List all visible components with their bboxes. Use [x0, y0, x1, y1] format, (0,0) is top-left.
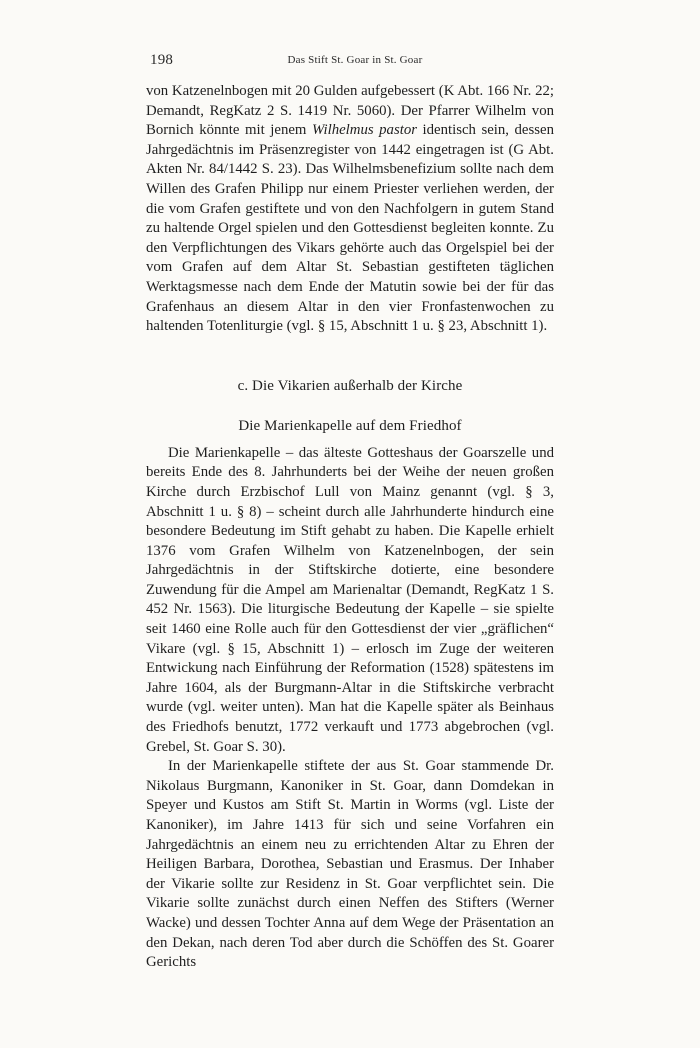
paragraph-1-text-after-italic: identisch sein, dessen Jahrgedächtnis im Präsenzregister von 1442 eingetragen ist (G Abt. Akten Nr. 84/1442 S. 23). Das Wilhelmsbenefizium sollte nach dem Willen des Grafen Philipp nur einem Priester verliehen werden, der die vom Grafen gestiftete und von den Nachfolgern in gutem Stand zu haltende Orgel spielen und den Gottesdienst begleiten konnte. Zu den Verpflichtungen des Vikars gehörte auch das Orgelspiel bei der vom Grafen auf dem Altar St. Sebastian gestifteten täglichen Werktagsmesse nach dem Ende der Matutin sowie bei der für das Grafenhaus an diesem Altar in den vier Fronfastenwochen zu haltenden Totenliturgie (vgl. § 15, Abschnitt 1 u. § 23, Abschnitt 1).	[146, 122, 554, 335]
section-heading: c. Die Vikarien außerhalb der Kirche	[237, 377, 463, 394]
sub-heading: Die Marienkapelle auf dem Friedhof	[238, 417, 462, 434]
paragraph-2: Die Marienkapelle – das älteste Gotteshaus der Goarszelle und bereits Ende des 8. Jahrhunderts bei der Weihe der neuen großen Kirche durch Erzbischof Lull von Mainz genannt (vgl. § 3, Abschnitt 1 u. § 8) – scheint durch alle Jahrhunderte hindurch eine besondere Bedeutung im Stift gehabt zu haben. Die Kapelle erhielt 1376 vom Grafen Wilhelm von Katzenelnbogen, der sein Jahrgedächtnis in der Stiftskirche dotierte, eine besondere Zuwendung für die Ampel am Marienaltar (Demandt, RegKatz 1 S. 452 Nr. 1563). Die liturgische Bedeutung der Kapelle – sie spielte seit 1460 eine Rolle auch für den Gottesdienst der vier „gräflichen“ Vikare (vgl. § 15, Abschnitt 1) – erlosch im Zuge der weiteren Entwickung nach Einführung der Reformation (1528) spätestens im Jahre 1604, als der Burgmann-Altar in die Stiftskirche verbracht wurde (vgl. weiter unten). Man hat die Kapelle später als Beinhaus des Friedhofs benutzt, 1772 verkauft und 1773 abgebrochen (vgl. Grebel, St. Goar S. 30).	[146, 444, 554, 755]
running-head: Das Stift St. Goar in St. Goar	[287, 54, 423, 66]
main-text	[146, 82, 554, 973]
paragraph-1-text-before-italic: von Katzenelnbogen mit 20 Gulden aufgebessert (K Abt. 166 Nr. 22; Demandt, RegKatz 2 S. 1419 Nr. 5060). Der Pfarrer Wilhelm von Bornich könnte mit jenem	[146, 83, 554, 139]
page-header	[150, 52, 560, 70]
page-number: 198	[150, 52, 174, 68]
paragraph-3: In der Marienkapelle stiftete der aus St. Goar stammende Dr. Nikolaus Burgmann, Kanoniker in St. Goar, dann Domdekan in Speyer und Kustos am Stift St. Martin in Worms (vgl. Liste der Kanoniker), im Jahre 1413 für sich und seine Vorfahren ein Jahrgedächtnis an einem neu zu errichtenden Altar zu Ehren der Heiligen Barbara, Dorothea, Sebastian und Erasmus. Der Inhaber der Vikarie sollte zur Residenz in St. Goar verpflichtet sein. Die Vikarie sollte zunächst durch einen Neffen des Stifters (Werner Wacke) und dessen Tochter Anna auf dem Wege der Präsentation an den Dekan, nach deren Tod aber durch die Schöffen des St. Goarer Gerichts	[146, 758, 554, 971]
italic-term: Wilhelmus pastor	[311, 122, 417, 139]
paragraph-1	[146, 82, 554, 337]
